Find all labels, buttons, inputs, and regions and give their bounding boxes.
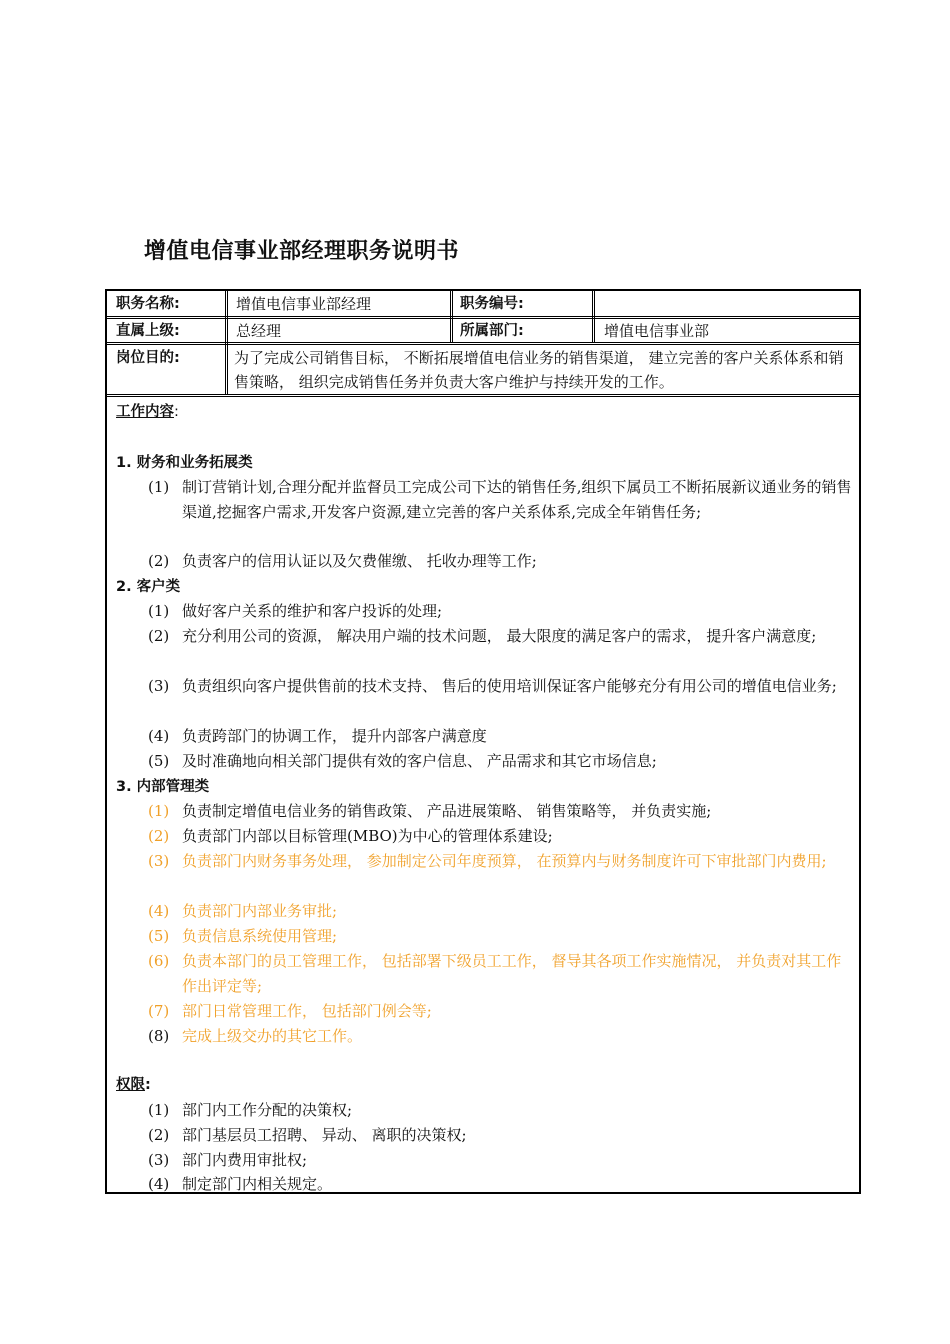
dept-label: 所属部门: [460,323,524,339]
list-item [148,749,860,774]
list-item [148,924,860,949]
list-item [148,899,860,924]
item-number: (5) [148,927,170,945]
list-item [148,799,860,824]
item-number: (3) [148,1151,170,1169]
item-number: (2) [148,627,170,645]
item-text: 负责跨部门的协调工作， 提升内部客户满意度 [182,727,487,745]
item-text: 负责部门内部以目标管理(MBO)为中心的管理体系建设; [182,827,553,845]
item-number: (1) [148,602,170,620]
purpose-value: 为了完成公司销售目标， 不断拓展增值电信业务的销售渠道， 建立完善的客户关系体系和销售策略， 组织完成销售任务并负责大客户维护与持续开发的工作。 [234,349,844,391]
item-text: 做好客户关系的维护和客户投诉的处理; [182,602,443,620]
authority-heading-colon: : [145,1077,151,1093]
item-number: (4) [148,1175,170,1193]
item-text: 部门内费用审批权; [182,1151,308,1169]
list-item [148,599,860,624]
col-divider-3 [592,291,595,343]
section-title-1: 1. 财务和业务拓展类 [116,455,253,471]
item-text: 部门日常管理工作， 包括部门例会等; [182,1002,432,1020]
document-title: 增值电信事业部经理职务说明书 [144,239,460,264]
item-text: 制定部门内相关规定。 [182,1175,333,1193]
item-text: 部门基层员工招聘、 异动、 离职的决策权; [182,1126,467,1144]
list-item [148,824,860,849]
item-number: (1) [148,1101,170,1119]
list-item [148,949,860,999]
row-divider-3 [107,394,859,397]
job-no-label: 职务编号: [460,296,524,312]
item-number: (6) [148,952,170,970]
col-divider-2 [450,291,453,343]
item-number: (2) [148,552,170,570]
item-text: 负责客户的信用认证以及欠费催缴、 托收办理等工作; [182,552,537,570]
list-item [148,1148,860,1173]
list-item [148,1024,860,1049]
item-number: (7) [148,1002,170,1020]
list-item [148,549,860,574]
item-text: 负责部门内部业务审批; [182,902,338,920]
item-number: (4) [148,727,170,745]
item-text: 制订营销计划,合理分配并监督员工完成公司下达的销售任务,组织下属员工不断拓展新议通业务的销售渠道,挖掘客户需求,开发客户资源,建立完善的客户关系体系,完成全年销售任务; [182,478,852,521]
list-item [148,849,860,874]
item-text: 充分利用公司的资源， 解决用户端的技术问题， 最大限度的满足客户的需求， 提升客户满意度; [182,627,817,645]
list-item [148,1172,860,1197]
col-divider-1 [225,291,228,395]
list-item [148,624,860,649]
purpose-label: 岗位目的: [116,350,180,366]
authority-heading [116,1073,151,1094]
item-number: (5) [148,752,170,770]
item-text: 负责组织向客户提供售前的技术支持、 售后的使用培训保证客户能够充分有用公司的增值电信业务; [182,677,837,695]
list-item [148,999,860,1024]
item-number: (1) [148,802,170,820]
item-text: 完成上级交办的其它工作。 [182,1027,363,1045]
item-number: (1) [148,478,170,496]
superior-value: 总经理 [236,322,282,340]
item-number: (2) [148,1126,170,1144]
item-number: (3) [148,852,170,870]
list-item [148,1098,860,1123]
item-text: 负责部门内财务事务处理， 参加制定公司年度预算， 在预算内与财务制度许可下审批部门内费用; [182,852,827,870]
authority-heading-text: 权限 [116,1077,145,1093]
item-text: 负责制定增值电信业务的销售政策、 产品进展策略、 销售策略等， 并负责实施; [182,802,712,820]
work-content-heading-text: 工作内容 [116,404,174,420]
list-item [148,475,860,525]
item-text: 负责信息系统使用管理; [182,927,338,945]
item-number: (8) [148,1027,170,1045]
section-title-3: 3. 内部管理类 [116,779,210,795]
section-title-2: 2. 客户类 [116,579,181,595]
item-number: (3) [148,677,170,695]
list-item [148,674,860,699]
work-content-heading-colon: : [174,404,179,420]
dept-value: 增值电信事业部 [604,322,710,340]
work-content-heading [116,400,179,421]
list-item [148,724,860,749]
list-item [148,1123,860,1148]
job-name-label: 职务名称: [116,296,180,312]
job-name-value: 增值电信事业部经理 [236,295,372,313]
item-text: 及时准确地向相关部门提供有效的客户信息、 产品需求和其它市场信息; [182,752,657,770]
superior-label: 直属上级: [116,323,180,339]
item-text: 部门内工作分配的决策权; [182,1101,353,1119]
item-number: (4) [148,902,170,920]
item-number: (2) [148,827,170,845]
item-text: 负责本部门的员工管理工作， 包括部署下级员工工作， 督导其各项工作实施情况， 并负责对其工作作出评定等; [182,952,842,995]
